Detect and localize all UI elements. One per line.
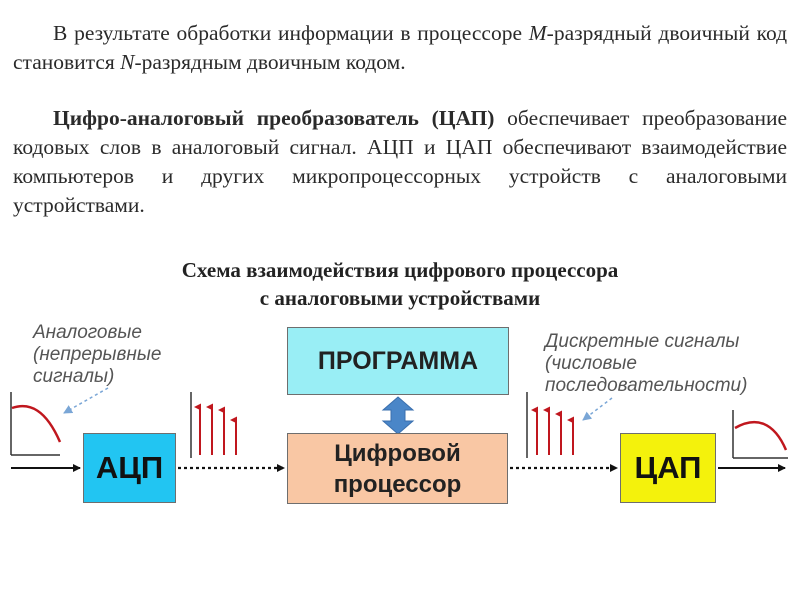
discrete-note-line-2: (числовые (545, 353, 637, 374)
dac-description: обеспечивает преобразование кодовых слов в аналоговый сигнал. АЦП и ЦАП обеспечивают взаимодействие компьютеров и других микропроцессорных устройств с аналоговыми устройствами. (13, 106, 787, 217)
intro-text-a: В результате обработки информации в процессоре (53, 21, 529, 45)
analog-signals-note (33, 322, 161, 388)
dac-label: ЦАП (634, 450, 702, 485)
analog-input-graph (11, 392, 60, 455)
intro-text-c: -разрядным двоичным кодом. (134, 50, 406, 74)
adc-block (83, 433, 176, 503)
analog-note-line-1: Аналоговые (33, 322, 142, 343)
cpu-block (287, 433, 508, 504)
adc-output-graph (191, 392, 236, 458)
diagram-title-line-1: Схема взаимодействия цифрового процессора (181, 258, 619, 282)
intro-text-b: -разрядный двоичный код становится (13, 21, 788, 74)
adc-label: АЦП (95, 450, 164, 485)
program-cpu-double-arrow (383, 397, 413, 434)
cpu-output-graph (527, 392, 573, 458)
discrete-note-line-3: последовательности) (545, 375, 748, 396)
dac-block (620, 433, 716, 503)
analog-note-line-3: сигналы) (33, 366, 115, 387)
intro-m-letter: M (528, 21, 547, 45)
intro-n-letter: N (120, 50, 135, 74)
analog-output-curve (735, 422, 786, 450)
discrete-signals-note (545, 331, 747, 397)
analog-output-graph (733, 410, 788, 458)
analog-note-pointer (64, 388, 108, 413)
discrete-note-line-1: Дискретные сигналы (545, 331, 740, 352)
cpu-label-line-2: процессор (333, 470, 462, 498)
analog-note-line-2: (непрерывные (33, 344, 162, 365)
diagram-title-line-2: с аналоговыми устройствами (259, 286, 541, 310)
program-label: ПРОГРАММА (317, 346, 479, 375)
discrete-note-pointer (583, 398, 612, 420)
cpu-label-line-1: Цифровой (334, 439, 461, 467)
analog-input-curve (12, 406, 60, 442)
program-block (287, 327, 509, 395)
dac-term: Цифро-аналоговый преобразователь (ЦАП) (53, 106, 495, 130)
